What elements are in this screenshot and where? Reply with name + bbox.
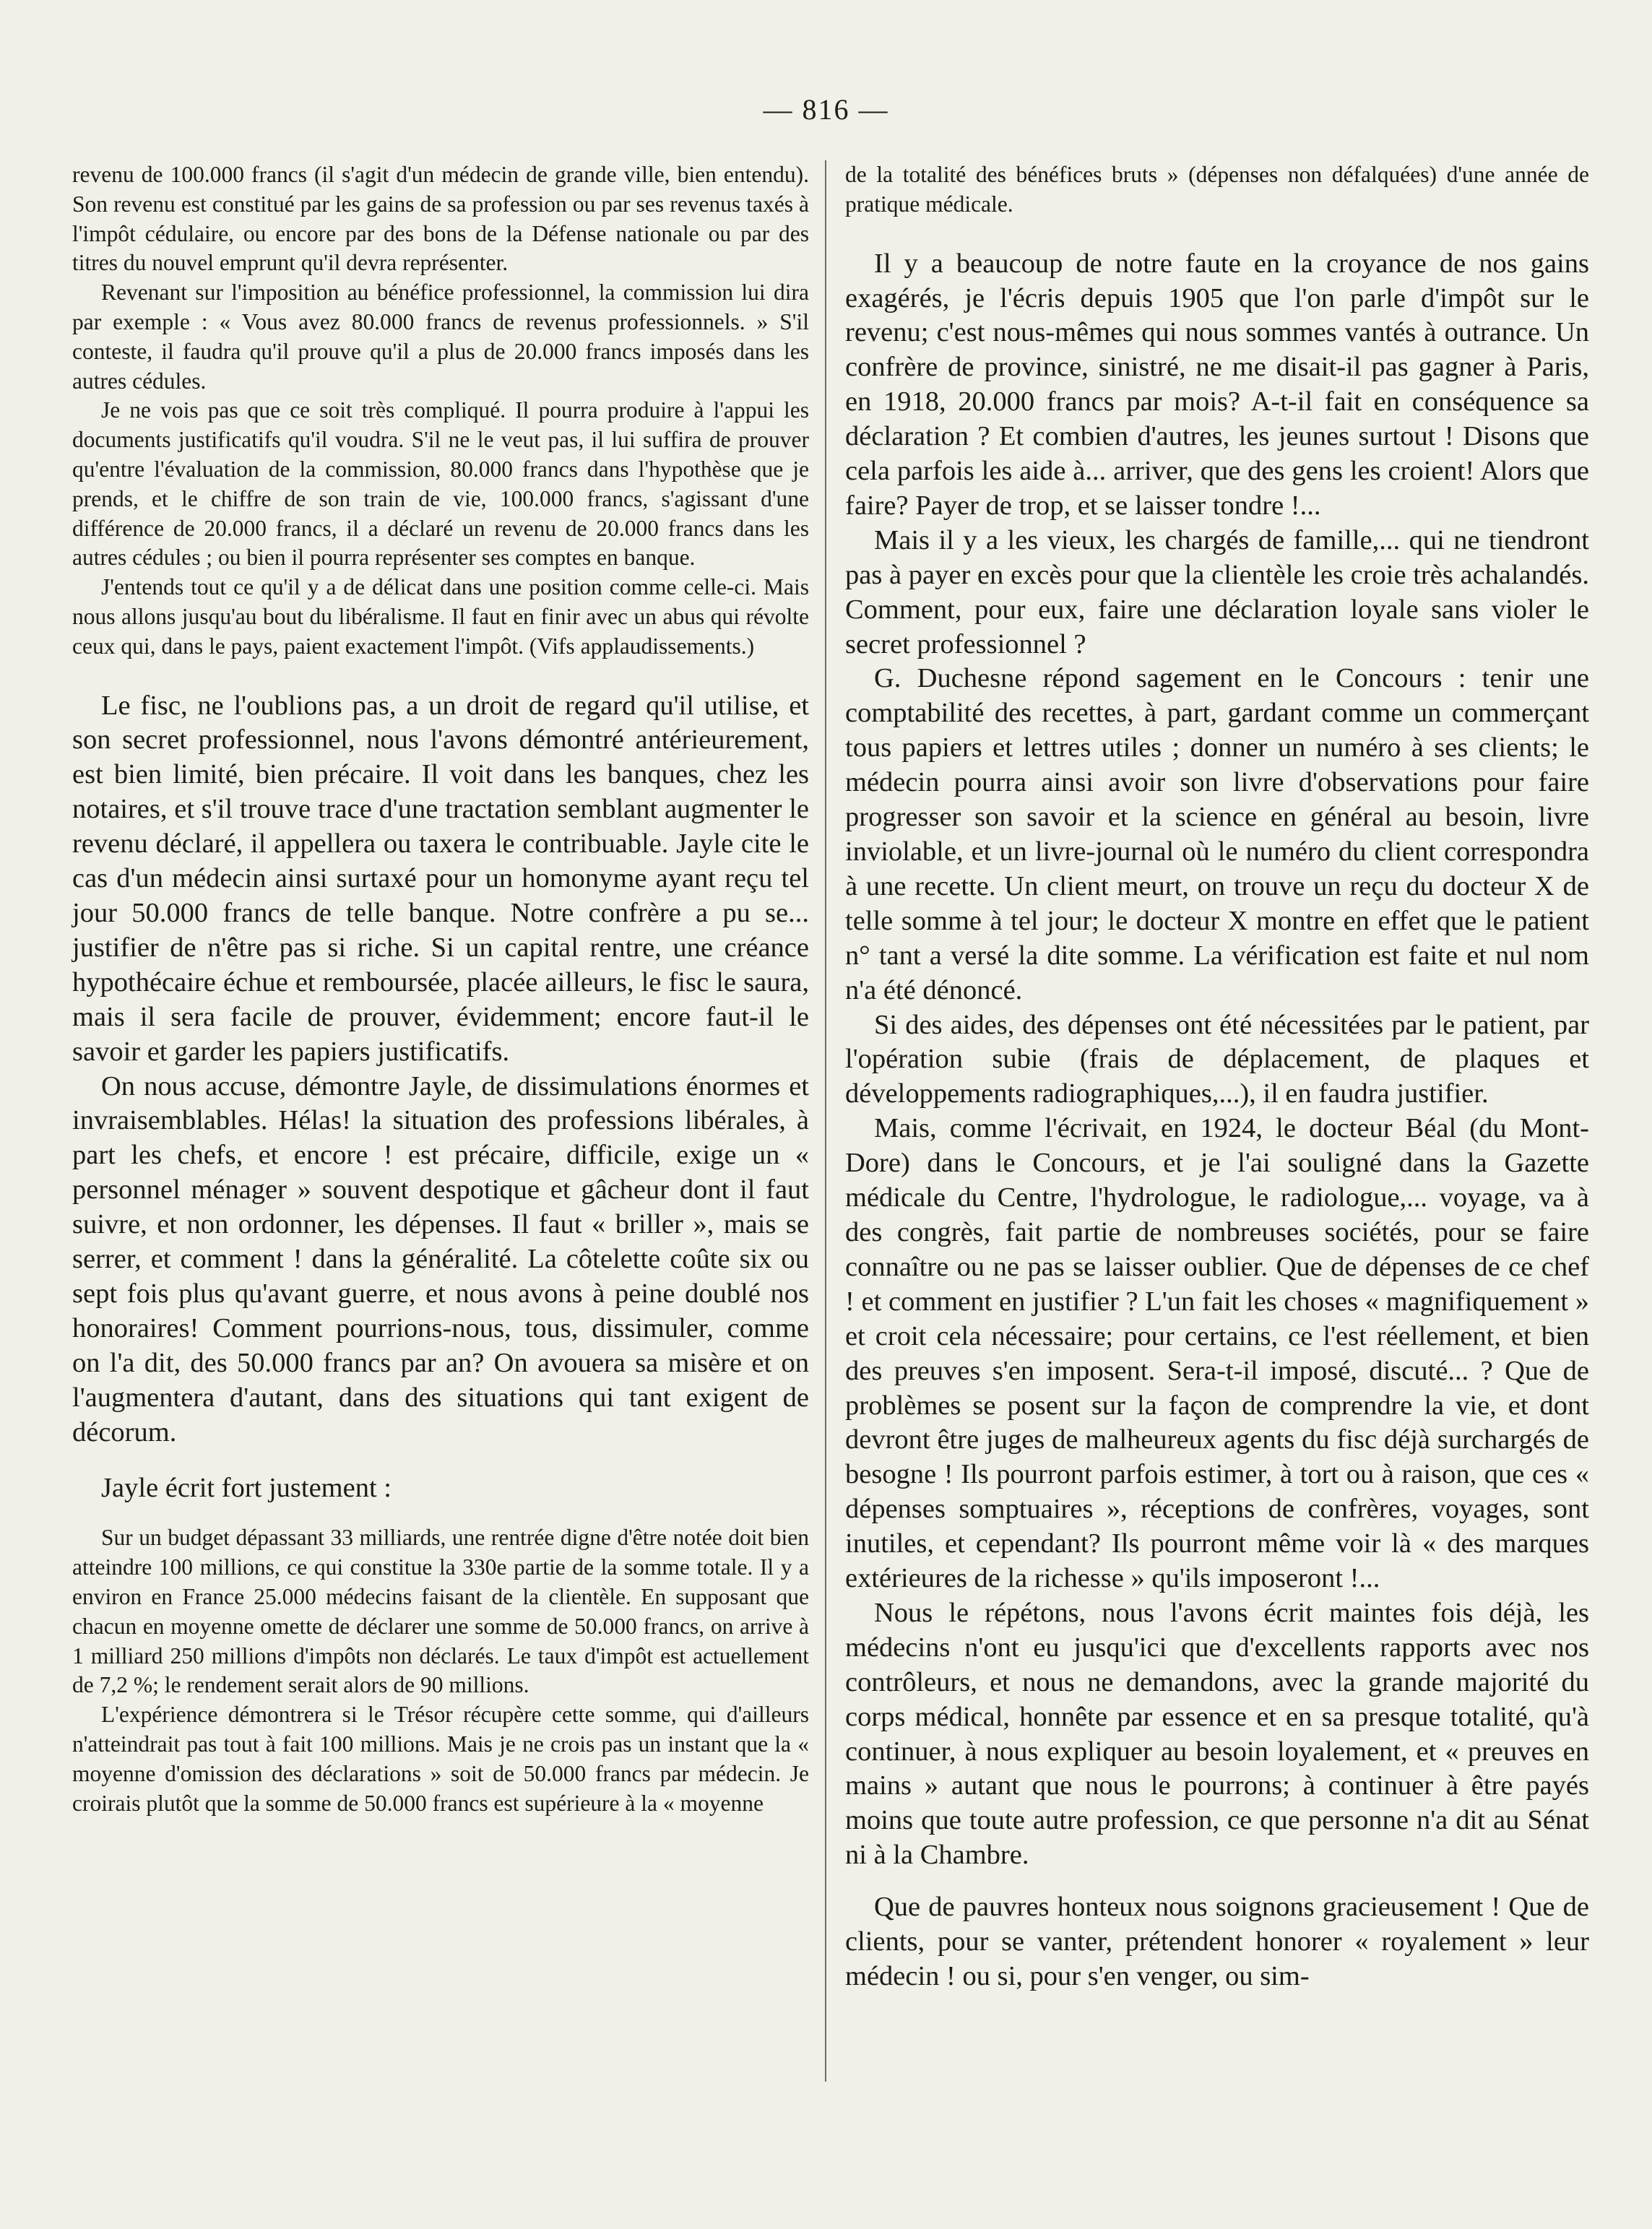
- body-paragraph: Nous le répétons, nous l'avons écrit maintes fois déjà, les médecins n'ont eu jusqu'ici que d'excellents rapports avec nos contrôleurs, et nous ne demandons, avec la grande majorité du corps médical, honnête par essence et en sa presque totalité, qu'à continuer, à nous expliquer au besoin loyalement, et « preuves en mains » autant que nous le pourrons; à continuer à être payés moins que toute autre profession, ce que personne n'a dit au Sénat ni à la Chambre.: [845, 1597, 1589, 1871]
- section-heading: Jayle écrit fort justement :: [101, 1473, 392, 1504]
- body-paragraph: Mais, comme l'écrivait, en 1924, le docteur Béal (du Mont-Dore) dans le Concours, et je l'ai souligné dans la Gazette médicale du Centre, l'hydrologue, le radiologue,... voyage, va à des congrès, fait partie de nombreuses sociétés, pour se faire connaître ou ne pas se laisser oublier. Que de dépenses de ce chef ! et comment en justifier ? L'un fait les choses « magnifiquement » et croit cela nécessaire; pour certains, ce l'est réellement, et bien des preuves s'en imposent. Sera-t-il imposé, discuté... ? Que de problèmes se posent sur la façon de comprendre la vie, et dont devront être juges de malheureux agents du fisc déjà surchargés de besogne ! Ils pourront parfois estimer, à tort ou à raison, que ces « dépenses somptuaires », réceptions de confrères, voyages, sont inutiles, et cependant? Ils pourront même voir là « des marques extérieures de la richesse » qu'ils imposeront !...: [845, 1113, 1589, 1594]
- quote-paragraph: revenu de 100.000 francs (il s'agit d'un médecin de grande ville, bien entendu). Son revenu est constitué par les gains de sa profession ou par ses revenus taxés à l'impôt cédulaire, ou encore par des bons de la Défense nationale ou par des titres du nouvel emprunt qu'il devra représenter.: [72, 162, 809, 276]
- quote-paragraph: L'expérience démontrera si le Trésor récupère cette somme, qui d'ailleurs n'atteindrait pas tout à fait 100 millions. Mais je ne crois pas un instant que la « moyenne d'omission des déclarations » soit de 50.000 francs par médecin. Je croirais plutôt que la somme de 50.000 francs est supérieure à la « moyenne: [72, 1702, 809, 1816]
- quote-paragraph: Sur un budget dépassant 33 milliards, une rentrée digne d'être notée doit bien atteindre 100 millions, ce qui constitue la 330e partie de la somme totale. Il y a environ en France 25.000 médecins faisant de la clientèle. En supposant que chacun en moyenne omette de déclarer une somme de 50.000 francs, on arrive à 1 milliard 250 millions d'impôts non déclarés. Le taux d'impôt est actuellement de 7,2 %; le rendement serait alors de 90 millions.: [72, 1525, 809, 1698]
- right-column: [845, 160, 1589, 1994]
- body-paragraph: G. Duchesne répond sagement en le Concours : tenir une comptabilité des recettes, à part, gardant comme un commerçant tous papiers et lettres utiles ; donner un numéro à ses clients; le médecin pourra ainsi avoir son livre d'observations pour faire progresser son savoir et la science en général au besoin, livre inviolable, et un livre-journal où le numéro du client correspondra à une recette. Un client meurt, on trouve un reçu du docteur X de telle somme à tel jour; le docteur X montre en effet que le patient n° tant a versé la dite somme. La vérification est faite et nul nom n'a été dénoncé.: [845, 663, 1589, 1005]
- quote-paragraph: J'entends tout ce qu'il y a de délicat dans une position comme celle-ci. Mais nous allons jusqu'au bout du libéralisme. Il faut en finir avec un abus qui révolte ceux qui, dans le pays, paient exactement l'impôt. (Vifs applaudissements.): [72, 574, 809, 659]
- quote-paragraph: de la totalité des bénéfices bruts » (dépenses non défalquées) d'une année de pratique médicale.: [845, 162, 1589, 217]
- body-paragraph: Le fisc, ne l'oublions pas, a un droit de regard qu'il utilise, et son secret professionnel, nous l'avons démontré antérieurement, est bien limité, bien précaire. Il voit dans les banques, chez les notaires, et s'il trouve trace d'une tractation semblant augmenter le revenu déclaré, il appellera ou taxera le contribuable. Jayle cite le cas d'un médecin ainsi surtaxé pour un homonyme ayant reçu tel jour 50.000 francs de telle banque. Notre confrère a pu se... justifier de n'être pas si riche. Si un capital rentre, une créance hypothécaire échue et remboursée, placée ailleurs, le fisc le saura, mais il sera facile de prouver, évidemment; encore faut-il le savoir et garder les papiers justificatifs.: [72, 690, 809, 1067]
- body-paragraph: Mais il y a les vieux, les chargés de famille,... qui ne tiendront pas à payer en excès pour que la clientèle les croie très achalandés. Comment, pour eux, faire une déclaration loyale sans violer le secret professionnel ?: [845, 524, 1589, 659]
- quote-paragraph: Je ne vois pas que ce soit très compliqué. Il pourra produire à l'appui les documents justificatifs qu'il voudra. S'il ne le veut pas, il lui suffira de prouver qu'entre l'évaluation de la commission, 80.000 francs dans l'hypothèse que je prends, et le chiffre de son train de vie, 100.000 francs, s'agissant d'une différence de 20.000 francs, il a déclaré un revenu de 20.000 francs dans les autres cédules ; ou bien il pourra représenter ses comptes en banque.: [72, 397, 809, 571]
- body-paragraph: Que de pauvres honteux nous soignons gracieusement ! Que de clients, pour se vanter, prétendent honorer « royalement » leur médecin ! ou si, pour s'en venger, ou sim-: [845, 1892, 1589, 1991]
- page-number: — 816 —: [763, 93, 889, 126]
- left-column: [72, 160, 809, 1818]
- body-paragraph: On nous accuse, démontre Jayle, de dissimulations énormes et invraisemblables. Hélas! la situation des professions libérales, à part les chefs, et encore ! est précaire, difficile, exige un « personnel ménager » souvent despotique et gâcheur dont il faut suivre, et non ordonner, les dépenses. Il faut « briller », mais se serrer, et comment ! dans la généralité. La côtelette coûte six ou sept fois plus qu'avant guerre, et nous avons à peine doublé nos honoraires! Comment pourrions-nous, tous, dissimuler, comme on l'a dit, des 50.000 francs par an? On avouera sa misère et on l'augmentera d'autant, dans des situations qui tant exigent de décorum.: [72, 1070, 809, 1447]
- quote-paragraph: Revenant sur l'imposition au bénéfice professionnel, la commission lui dira par exemple : « Vous avez 80.000 francs de revenus professionnels. » S'il conteste, il faudra qu'il prouve qu'il a plus de 20.000 francs imposés dans les autres cédules.: [72, 280, 809, 394]
- column-divider: [825, 160, 826, 2082]
- body-paragraph: Si des aides, des dépenses ont été nécessitées par le patient, par l'opération subie (frais de déplacement, de plaques et développements radiographiques,...), il en faudra justifier.: [845, 1009, 1589, 1109]
- body-paragraph: Il y a beaucoup de notre faute en la croyance de nos gains exagérés, je l'écris depuis 1905 que l'on parle d'impôt sur le revenu; c'est nous-mêmes qui nous sommes vantés à outrance. Un confrère de province, sinistré, ne me disait-il pas gagner à Paris, en 1918, 20.000 francs par mois? A-t-il fait en conséquence sa déclaration ? Et combien d'autres, les jeunes surtout ! Disons que cela parfois les aide à... arriver, que des gens les croient! Alors que faire? Payer de trop, et se laisser tondre !...: [845, 248, 1589, 521]
